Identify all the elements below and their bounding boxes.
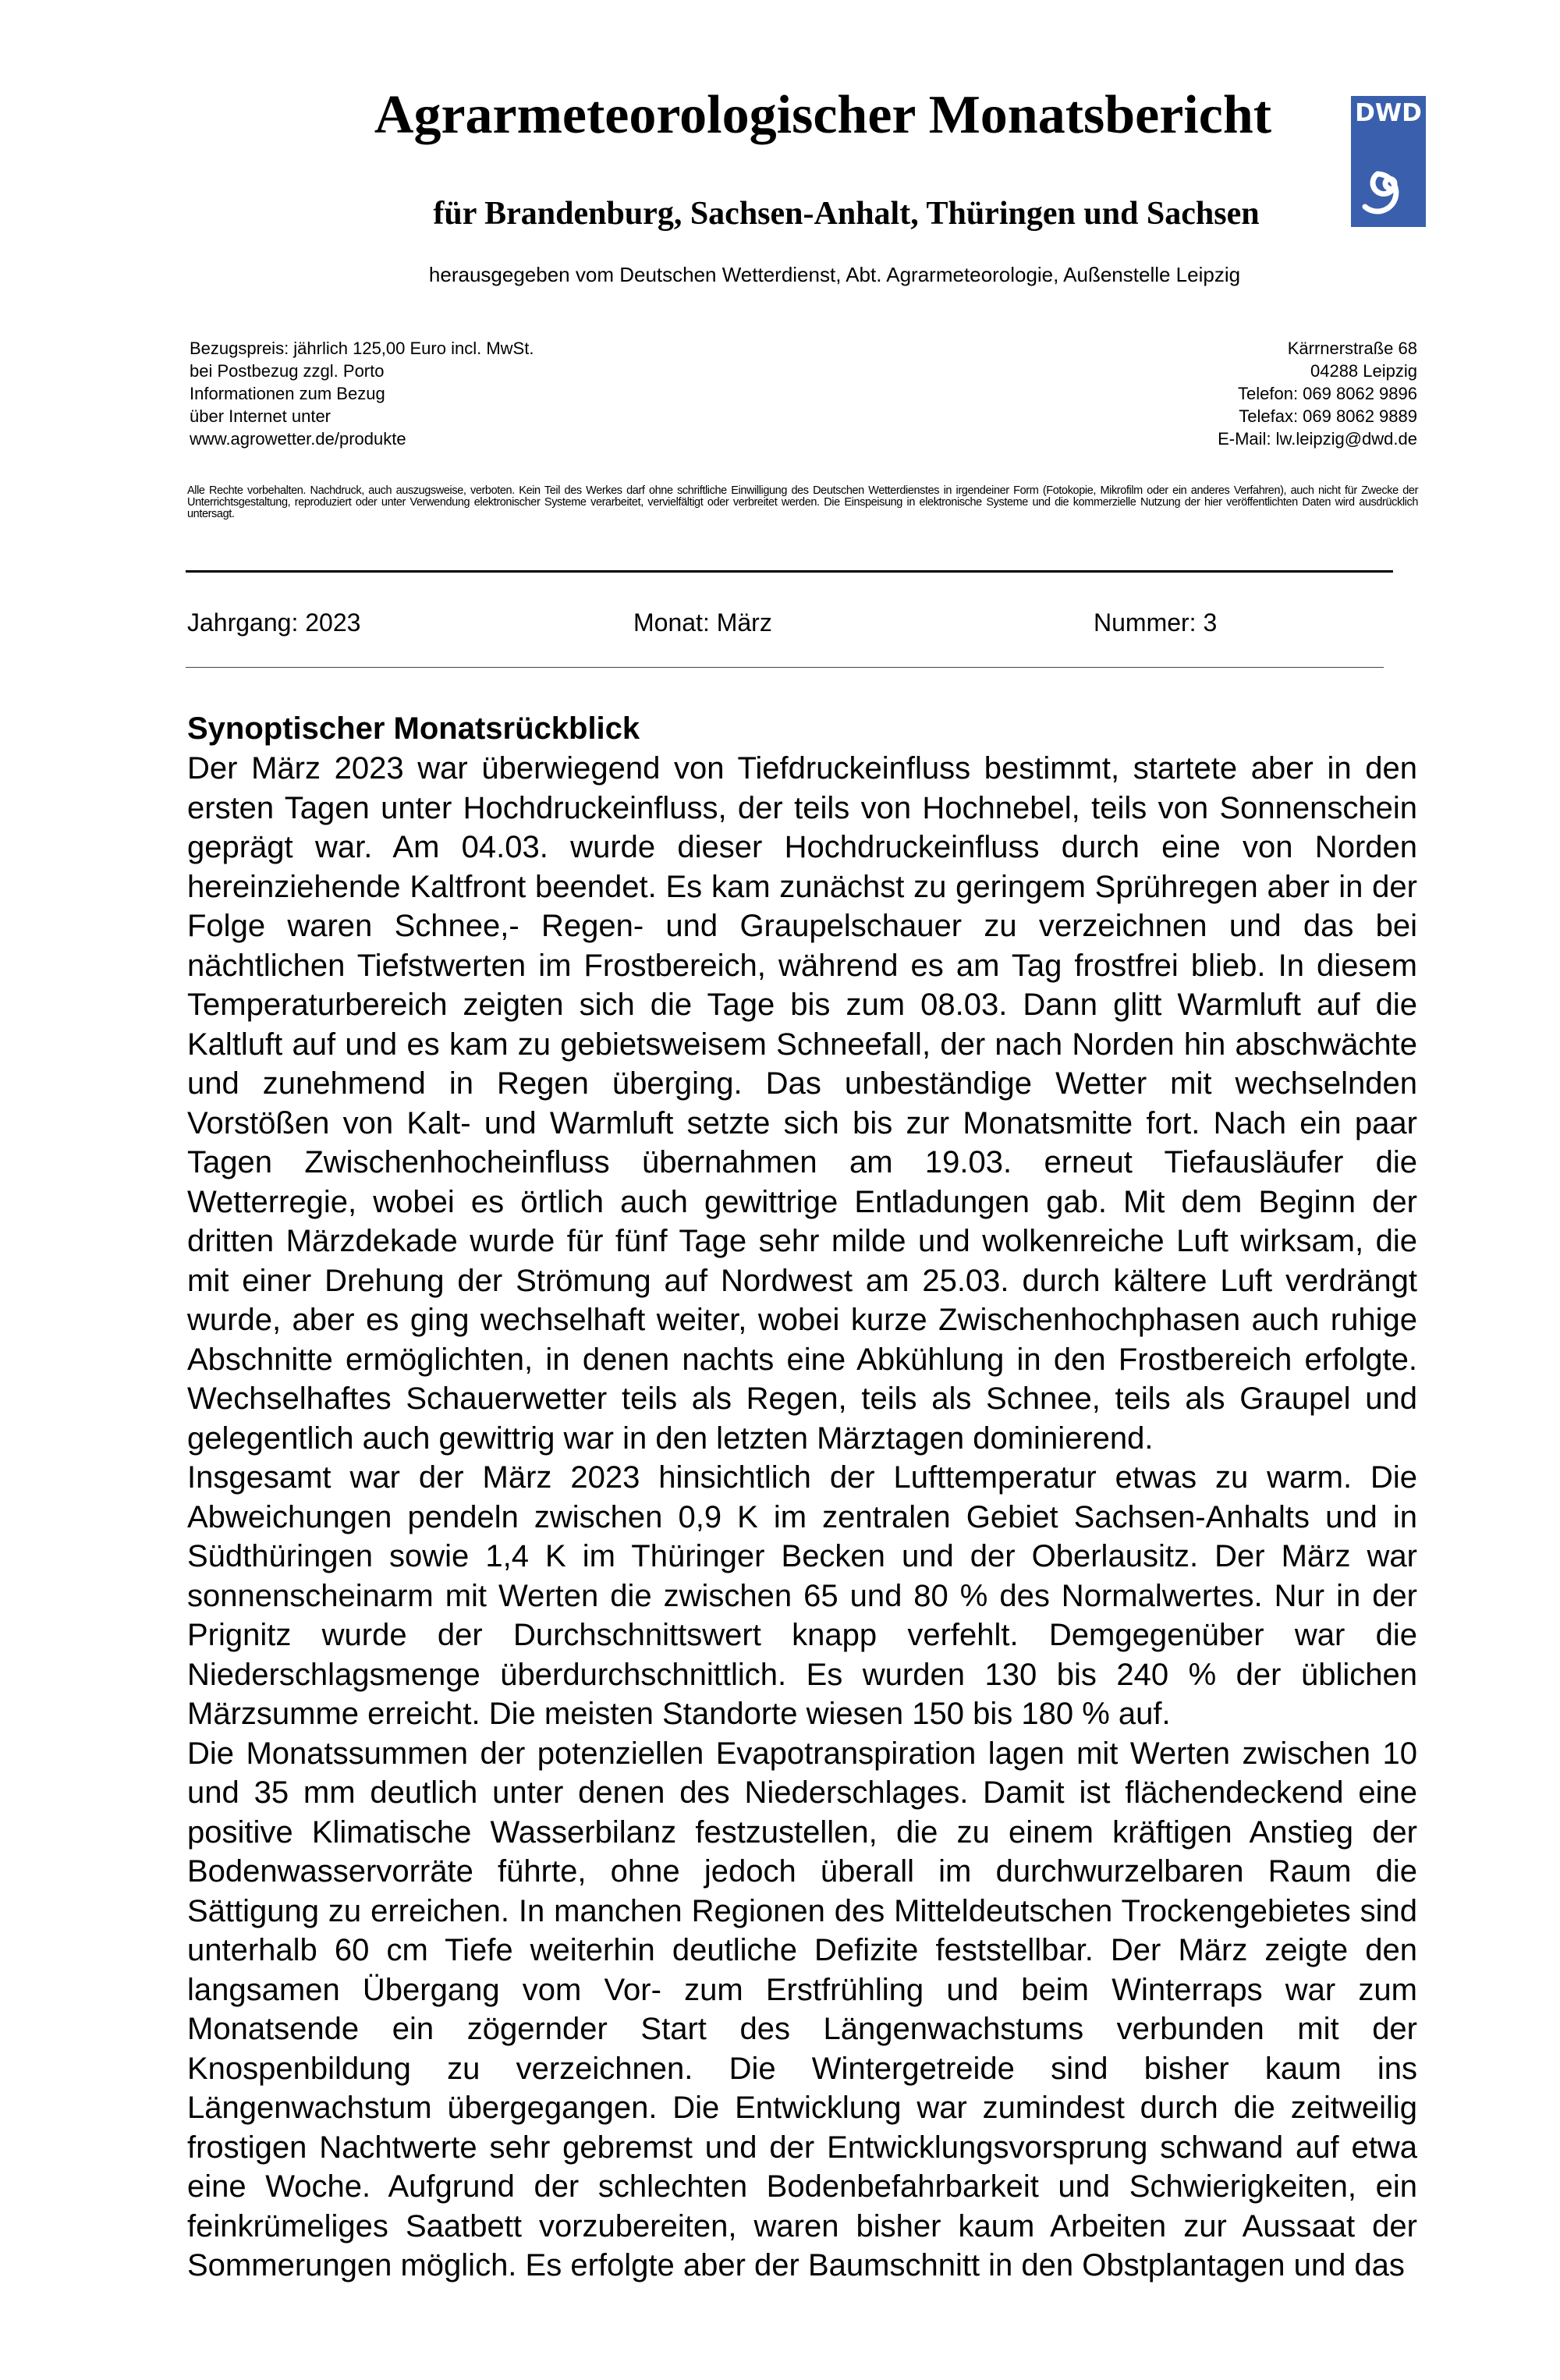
info-line: Informationen zum Bezug: [190, 384, 385, 403]
paragraph: Die Monatssummen der potenziellen Evapotranspiration lagen mit Werten zwischen 10 und 35 mm deutlich unter denen des Niederschlages. Damit ist flächendeckend eine positive Klimatische Wasserbilanz festzustellen, die zu einem kräftigen Anstieg der Bodenwasservorräte führte, ohne jedoch überall im durchwurzelbaren Raum die Sättigung zu erreichen. In manchen Regionen des Mitteldeutschen Trockengebietes sind unterhalb 60 cm Tiefe weiterhin deutliche Defizite feststellbar. Der März zeigte den langsamen Übergang vom Vor- zum Erstfrühling und beim Winterraps war zum Monatsende ein zögernder Start des Längenwachstums verbunden mit der Knospenbildung zu verzeichnen. Die Wintergetreide sind bisher kaum ins Längenwachstum übergegangen. Die Entwicklung war zumindest durch die zeitweilig frostigen Nachtwerte sehr gebremst und der Entwicklungsvorsprung schwand auf etwa eine Woche. Aufgrund der schlechten Bodenbefahrbarkeit und Schwierigkeiten, ein feinkrümeliges Saatbett vorzubereiten, waren bisher kaum Arbeiten zur Aussaat der Sommerungen möglich. Es erfolgte aber der Baumschnitt in den Obstplantagen und das: [187, 1736, 1417, 2282]
address-city: 04288 Leipzig: [1310, 361, 1417, 381]
email[interactable]: E-Mail: lw.leipzig@dwd.de: [1218, 429, 1417, 449]
publisher-line: herausgegeben vom Deutschen Wetterdienst, Abt. Agrarmeteorologie, Außenstelle Leipzig: [428, 263, 1241, 286]
section-body: [187, 749, 1417, 2286]
paragraph: Insgesamt war der März 2023 hinsichtlich der Lufttemperatur etwas zu warm. Die Abweichungen pendeln zwischen 0,9 K im zentralen Gebiet Sachsen-Anhalts und in Südthüringen sowie 1,4 K im Thüringer Becken und der Oberlausitz. Der März war sonnenscheinarm mit Werten die zwischen 65 und 80 % des Normalwertes. Nur in der Prignitz wurde der Durchschnittswert knapp verfehlt. Demgegenüber war die Niederschlagsmenge überdurchschnittlich. Es wurden 130 bis 240 % der üblichen Märzsumme erreicht. Die meisten Standorte wiesen 150 bis 180 % auf.: [187, 1460, 1417, 1731]
issue-number: Nummer: 3: [1094, 608, 1218, 637]
divider: [186, 667, 1384, 668]
info-line: bei Postbezug zzgl. Porto: [190, 361, 385, 381]
spiral-icon: [1351, 96, 1426, 227]
address-street: Kärrnerstraße 68: [1287, 339, 1417, 358]
info-line: über Internet unter: [190, 406, 332, 426]
logo-text: DWD: [1355, 99, 1422, 127]
report-title: Agrarmeteorologischer Monatsbericht: [374, 85, 1272, 145]
phone: Telefon: 069 8062 9896: [1238, 384, 1417, 403]
fax: Telefax: 069 8062 9889: [1239, 406, 1417, 426]
info-line: Bezugspreis: jährlich 125,00 Euro incl. MwSt.: [190, 339, 534, 358]
divider: [186, 570, 1393, 573]
section-heading: Synoptischer Monatsrückblick: [187, 711, 640, 746]
paragraph: Der März 2023 war überwiegend von Tiefdruckeinfluss bestimmt, startete aber in den ersten Tagen unter Hochdruckeinfluss, der teils von Hochnebel, teils von Sonnenschein geprägt war. Am 04.03. wurde dieser Hochdruckeinfluss durch eine von Norden hereinziehende Kaltfront beendet. Es kam zunächst zu geringem Sprühregen aber in der Folge waren Schnee,- Regen- und Graupelschauer zu verzeichnen und das bei nächtlichen Tiefstwerten im Frostbereich, während es am Tag frostfrei blieb. In diesem Temperaturbereich zeigten sich die Tage bis zum 08.03. Dann glitt Warmluft auf die Kaltluft auf und es kam zu gebietsweisem Schneefall, der nach Norden hin abschwächte und zunehmend in Regen überging. Das unbeständige Wetter mit wechselnden Vorstößen von Kalt- und Warmluft setzte sich bis zur Monatsmitte fort. Nach ein paar Tagen Zwischenhocheinfluss übernahmen am 19.03. erneut Tiefausläufer die Wetterregie, wobei es örtlich auch gewittrige Entladungen gab. Mit dem Beginn der dritten Märzdekade wurde für fünf Tage sehr milde und wolkenreiche Luft wirksam, die mit einer Drehung der Strömung auf Nordwest am 25.03. durch kältere Luft verdrängt wurde, aber es ging wechselhaft weiter, wobei kurze Zwischenhochphasen auch ruhige Abschnitte ermöglichten, in denen nachts eine Abkühlung in den Frostbereich erfolgte. Wechselhaftes Schauerwetter teils als Regen, teils als Schnee, teils als Graupel und gelegentlich auch gewittrig war in den letzten Märztagen dominierend.: [187, 751, 1417, 1456]
year: Jahrgang: 2023: [187, 608, 361, 637]
dwd-logo: [1351, 96, 1426, 227]
copyright-notice: Alle Rechte vorbehalten. Nachdruck, auch auszugsweise, verboten. Kein Teil des Werkes darf ohne schriftliche Einwilligung des Deutschen Wetterdienstes in irgendeiner Form (Fotokopie, Mikrofilm oder ein anderes Verfahren), auch nicht für Zwecke der Unterrichtsgestaltung, reproduziert oder unter Verwendung elektronischer Systeme verarbeitet, vervielfältigt oder verbreitet werden. Die Einspeisung in elektronische Systeme und die kommerzielle Nutzung der hier veröffentlichten Daten wird ausdrücklich untersagt.: [187, 484, 1418, 520]
report-subtitle: für Brandenburg, Sachsen-Anhalt, Thüringen und Sachsen: [433, 196, 1260, 232]
subscription-info: [190, 337, 534, 450]
month: Monat: März: [633, 608, 772, 637]
info-link[interactable]: www.agrowetter.de/produkte: [190, 429, 406, 449]
contact-info: [1218, 337, 1417, 450]
